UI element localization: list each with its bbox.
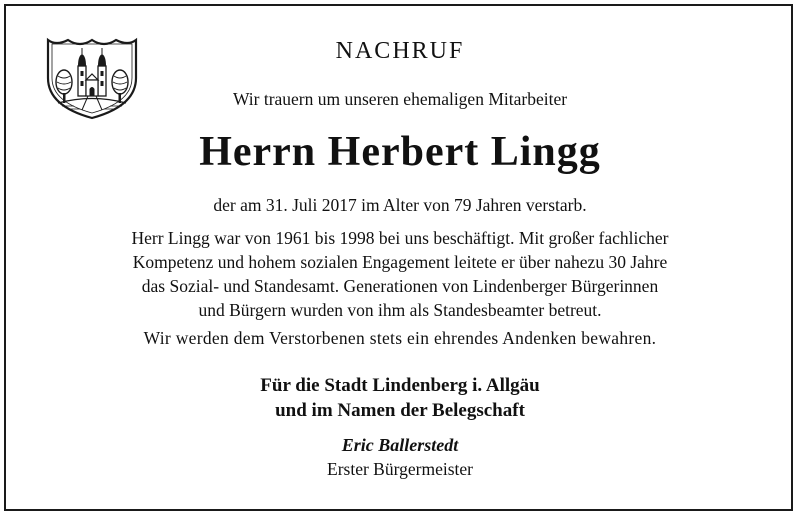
signer-title: Erster Bürgermeister (327, 459, 473, 479)
organization-block (0, 373, 800, 423)
body-line: und Bürgern wurden von ihm als Standesbeamter betreut. (198, 300, 602, 320)
deceased-name: Herrn Herbert Lingg (199, 129, 601, 175)
remembrance-line: Wir werden dem Verstorbenen stets ein ehrendes Andenken bewahren. (143, 328, 657, 348)
body-line: Herr Lingg war von 1961 bis 1998 bei uns beschäftigt. Mit großer fachlicher (131, 228, 669, 248)
intro-line: Wir trauern um unseren ehemaligen Mitarbeiter (232, 89, 568, 109)
obituary-heading: NACHRUF (335, 38, 465, 64)
signer-name: Eric Ballerstedt (341, 435, 459, 455)
organization-line: und im Namen der Belegschaft (275, 400, 525, 421)
organization-line: Für die Stadt Lindenberg i. Allgäu (260, 375, 540, 396)
body-line: Kompetenz und hohem sozialen Engagement leitete er über nahezu 30 Jahre (132, 252, 668, 272)
body-line: das Sozial- und Standesamt. Generationen von Lindenberger Bürgerinnen (141, 276, 659, 296)
death-date-line: der am 31. Juli 2017 im Alter von 79 Jahren verstarb. (213, 195, 587, 215)
obituary-body (0, 226, 800, 322)
